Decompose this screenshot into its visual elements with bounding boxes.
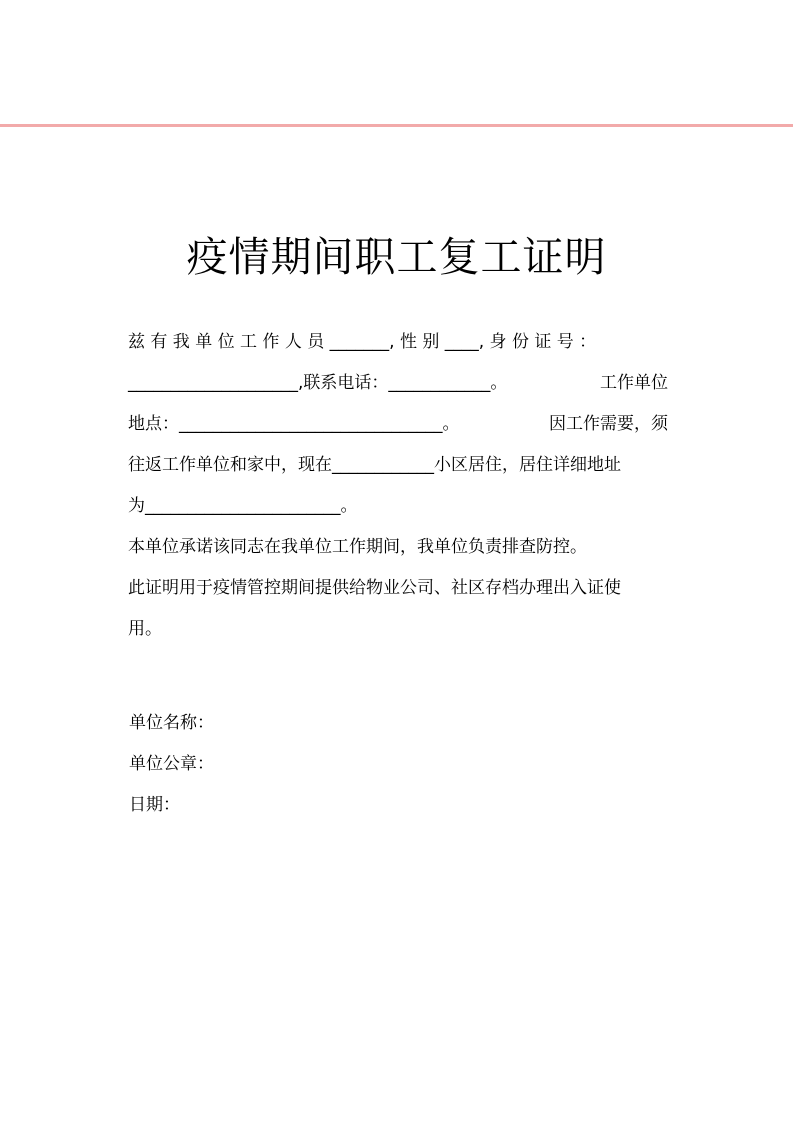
signature-block xyxy=(129,703,669,826)
unit-name-label: 单位名称： xyxy=(129,713,214,733)
paragraph1-line1-text: 兹 有 我 单 位 工 作 人 员 _______, 性 别 ____, 身 份 证 号 ： xyxy=(128,332,597,352)
paragraph1-line3-right-text: 因工作需要，须 xyxy=(549,414,668,434)
paragraph1-line2 xyxy=(128,363,668,404)
unit-seal-label: 单位公章： xyxy=(129,754,214,774)
paragraph3-line2: 用。 xyxy=(128,619,162,639)
paragraph1-line3 xyxy=(128,404,668,445)
paragraph1-line2-left-text: ____________________,联系电话：____________。 xyxy=(128,373,508,393)
header-divider-rule xyxy=(0,124,793,127)
document-body xyxy=(128,322,668,650)
page-title: 疫情期间职工复工证明 xyxy=(186,233,607,282)
paragraph1-line5: 为_______________________。 xyxy=(128,496,358,516)
date-label: 日期： xyxy=(129,795,180,815)
paragraph1-line3-left-text: 地点：_______________________________。 xyxy=(128,414,460,434)
paragraph1-line4: 往返工作单位和家中，现在____________小区居住，居住详细地址 xyxy=(128,455,621,475)
paragraph2: 本单位承诺该同志在我单位工作期间，我单位负责排查防控。 xyxy=(128,537,587,557)
paragraph1-line1 xyxy=(128,322,668,363)
paragraph1-line2-right-text: 工作单位 xyxy=(600,373,668,393)
paragraph3-line1: 此证明用于疫情管控期间提供给物业公司、社区存档办理出入证使 xyxy=(128,578,621,598)
